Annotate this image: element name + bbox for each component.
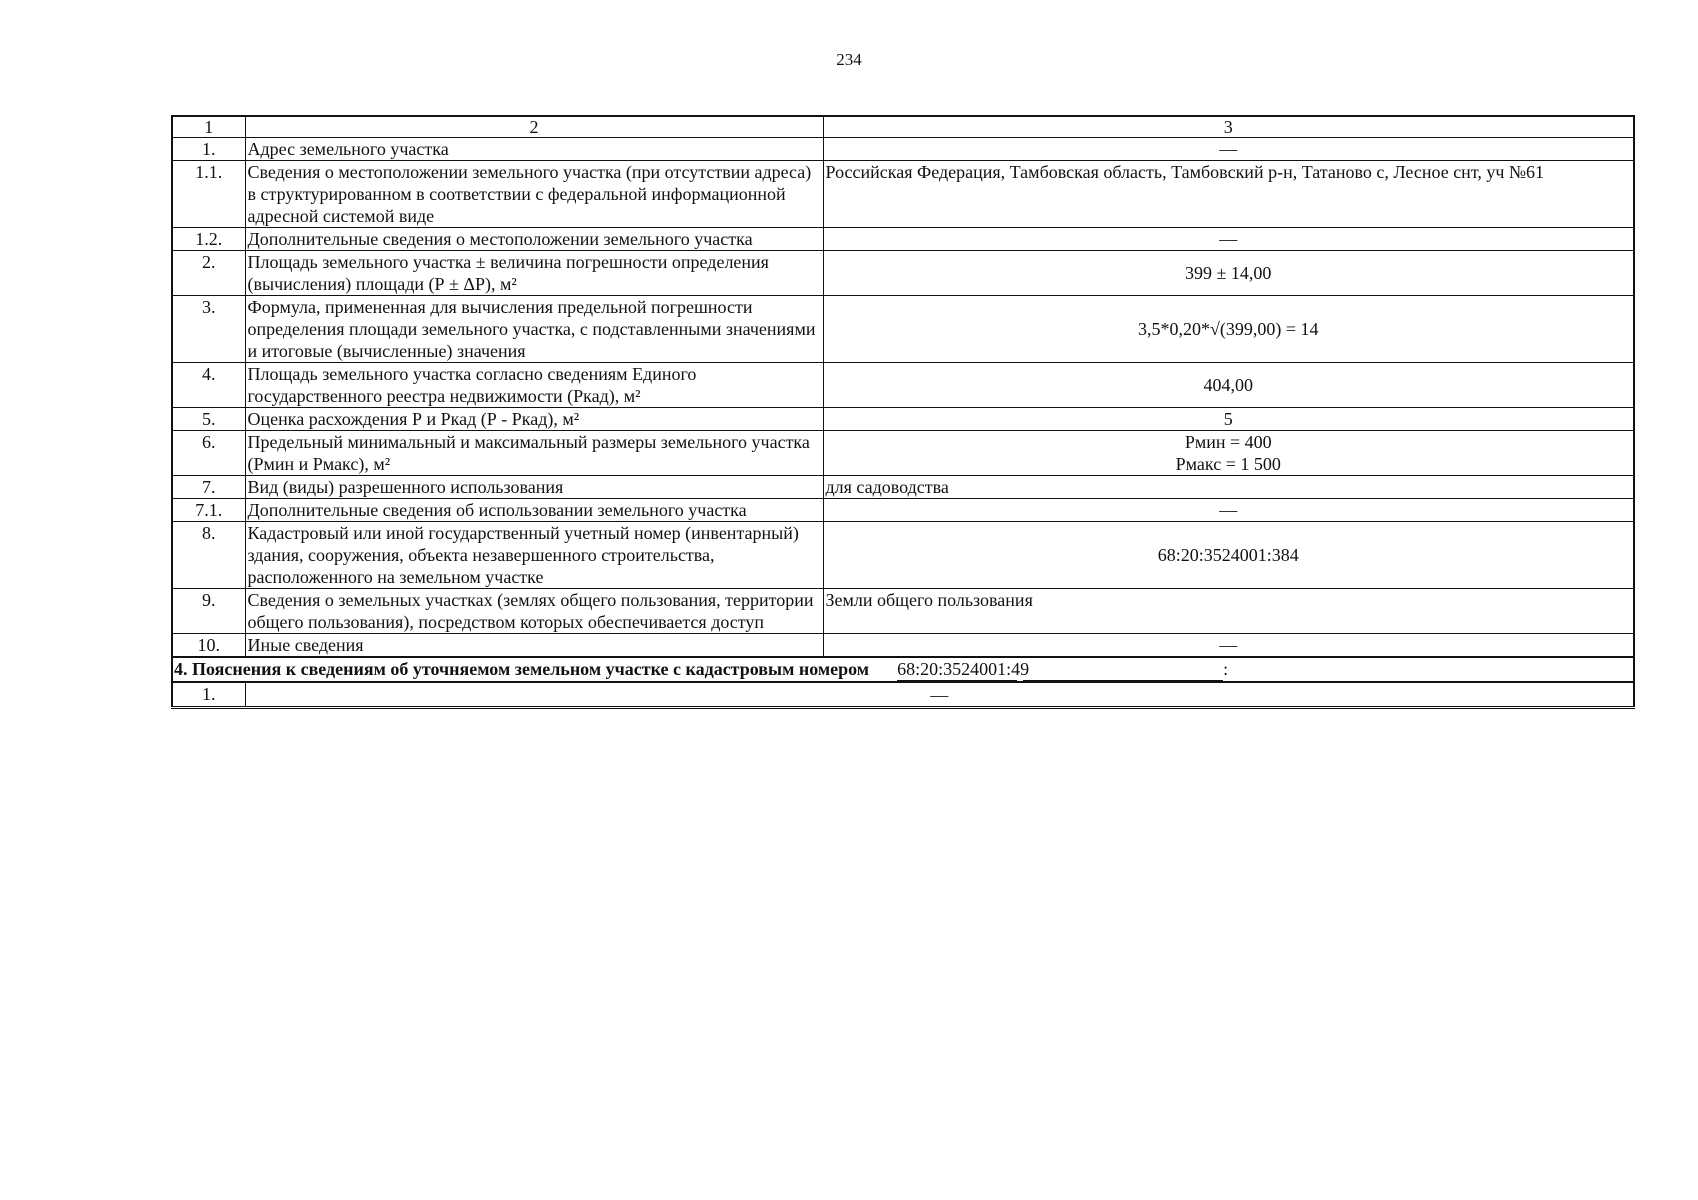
row-label: Сведения о земельных участках (землях общего пользования, территории общего пользования), посредством которых обеспечивается доступ: [245, 589, 823, 634]
table-row: [172, 296, 1634, 363]
row-value: Земли общего пользования: [823, 589, 1634, 634]
row-value: Российская Федерация, Тамбовская область, Тамбовский р-н, Татаново с, Лесное снт, уч №61: [823, 161, 1634, 228]
table-row: [172, 228, 1634, 251]
table-row: [172, 363, 1634, 408]
table-header-row: [172, 116, 1634, 138]
table-row: [172, 476, 1634, 499]
row-number: 1.: [172, 682, 245, 708]
section-4-title: 4. Пояснения к сведениям об уточняемом земельном участке с кадастровым номером: [174, 659, 870, 679]
row-value: 399 ± 14,00: [823, 251, 1634, 296]
row-label: Оценка расхождения Р и Ркад (Р - Ркад), м²: [245, 408, 823, 431]
row-value: —: [245, 682, 1634, 708]
row-value: 5: [823, 408, 1634, 431]
row-value: —: [823, 499, 1634, 522]
section-4-title-cell: [172, 657, 1634, 682]
max-size-value: Рмакс = 1 500: [1175, 454, 1281, 474]
section-4-header: [172, 657, 1634, 682]
table-row: [172, 161, 1634, 228]
row-value: для садоводства: [823, 476, 1634, 499]
table-row: [172, 138, 1634, 161]
row-number: 4.: [172, 363, 245, 408]
row-label: Вид (виды) разрешенного использования: [245, 476, 823, 499]
table-row: [172, 431, 1634, 476]
row-number: 8.: [172, 522, 245, 589]
row-number: 7.: [172, 476, 245, 499]
row-number: 5.: [172, 408, 245, 431]
row-label: Площадь земельного участка согласно сведениям Единого государственного реестра недвижимости (Ркад), м²: [245, 363, 823, 408]
row-label: Сведения о местоположении земельного участка (при отсутствии адреса) в структурированном в соответствии с федеральной информационной адресной системой виде: [245, 161, 823, 228]
row-value: —: [823, 634, 1634, 658]
row-number: 1.2.: [172, 228, 245, 251]
table-row: [172, 408, 1634, 431]
row-value: —: [823, 138, 1634, 161]
row-number: 2.: [172, 251, 245, 296]
row-value: 404,00: [823, 363, 1634, 408]
land-plot-table: [171, 115, 1635, 709]
row-label: Дополнительные сведения об использовании земельного участка: [245, 499, 823, 522]
table-row: [172, 522, 1634, 589]
row-label: Адрес земельного участка: [245, 138, 823, 161]
row-value: —: [823, 228, 1634, 251]
row-label: Дополнительные сведения о местоположении земельного участка: [245, 228, 823, 251]
table-row: [172, 682, 1634, 708]
table-row: [172, 634, 1634, 658]
row-label: Иные сведения: [245, 634, 823, 658]
row-number: 1.1.: [172, 161, 245, 228]
table-row: [172, 499, 1634, 522]
row-number: 6.: [172, 431, 245, 476]
row-label: Кадастровый или иной государственный учетный номер (инвентарный) здания, сооружения, объекта незавершенного строительства, расположенного на земельном участке: [245, 522, 823, 589]
page-number: 234: [836, 50, 862, 69]
row-number: 9.: [172, 589, 245, 634]
row-number: 3.: [172, 296, 245, 363]
row-value: 68:20:3524001:384: [823, 522, 1634, 589]
row-number: 7.1.: [172, 499, 245, 522]
column-number-2: 2: [245, 116, 823, 138]
section-4-cadastral-number: 68:20:3524001:49: [897, 659, 1030, 679]
section-4-colon: :: [1223, 659, 1229, 679]
row-label: Площадь земельного участка ± величина погрешности определения (вычисления) площади (Р ± ΔР), м²: [245, 251, 823, 296]
row-value: [823, 431, 1634, 476]
row-number: 1.: [172, 138, 245, 161]
table-row: [172, 589, 1634, 634]
row-value: 3,5*0,20*√(399,00) = 14: [823, 296, 1634, 363]
column-number-3: 3: [823, 116, 1634, 138]
table-row: [172, 251, 1634, 296]
section-4-underline: [1023, 658, 1223, 681]
row-number: 10.: [172, 634, 245, 658]
column-number-1: 1: [172, 116, 245, 138]
row-label: Формула, примененная для вычисления предельной погрешности определения площади земельного участка, с подставленными значениями и итоговые (вычисленные) значения: [245, 296, 823, 363]
min-size-value: Рмин = 400: [1184, 432, 1272, 452]
row-label: Предельный минимальный и максимальный размеры земельного участка (Рмин и Рмакс), м²: [245, 431, 823, 476]
